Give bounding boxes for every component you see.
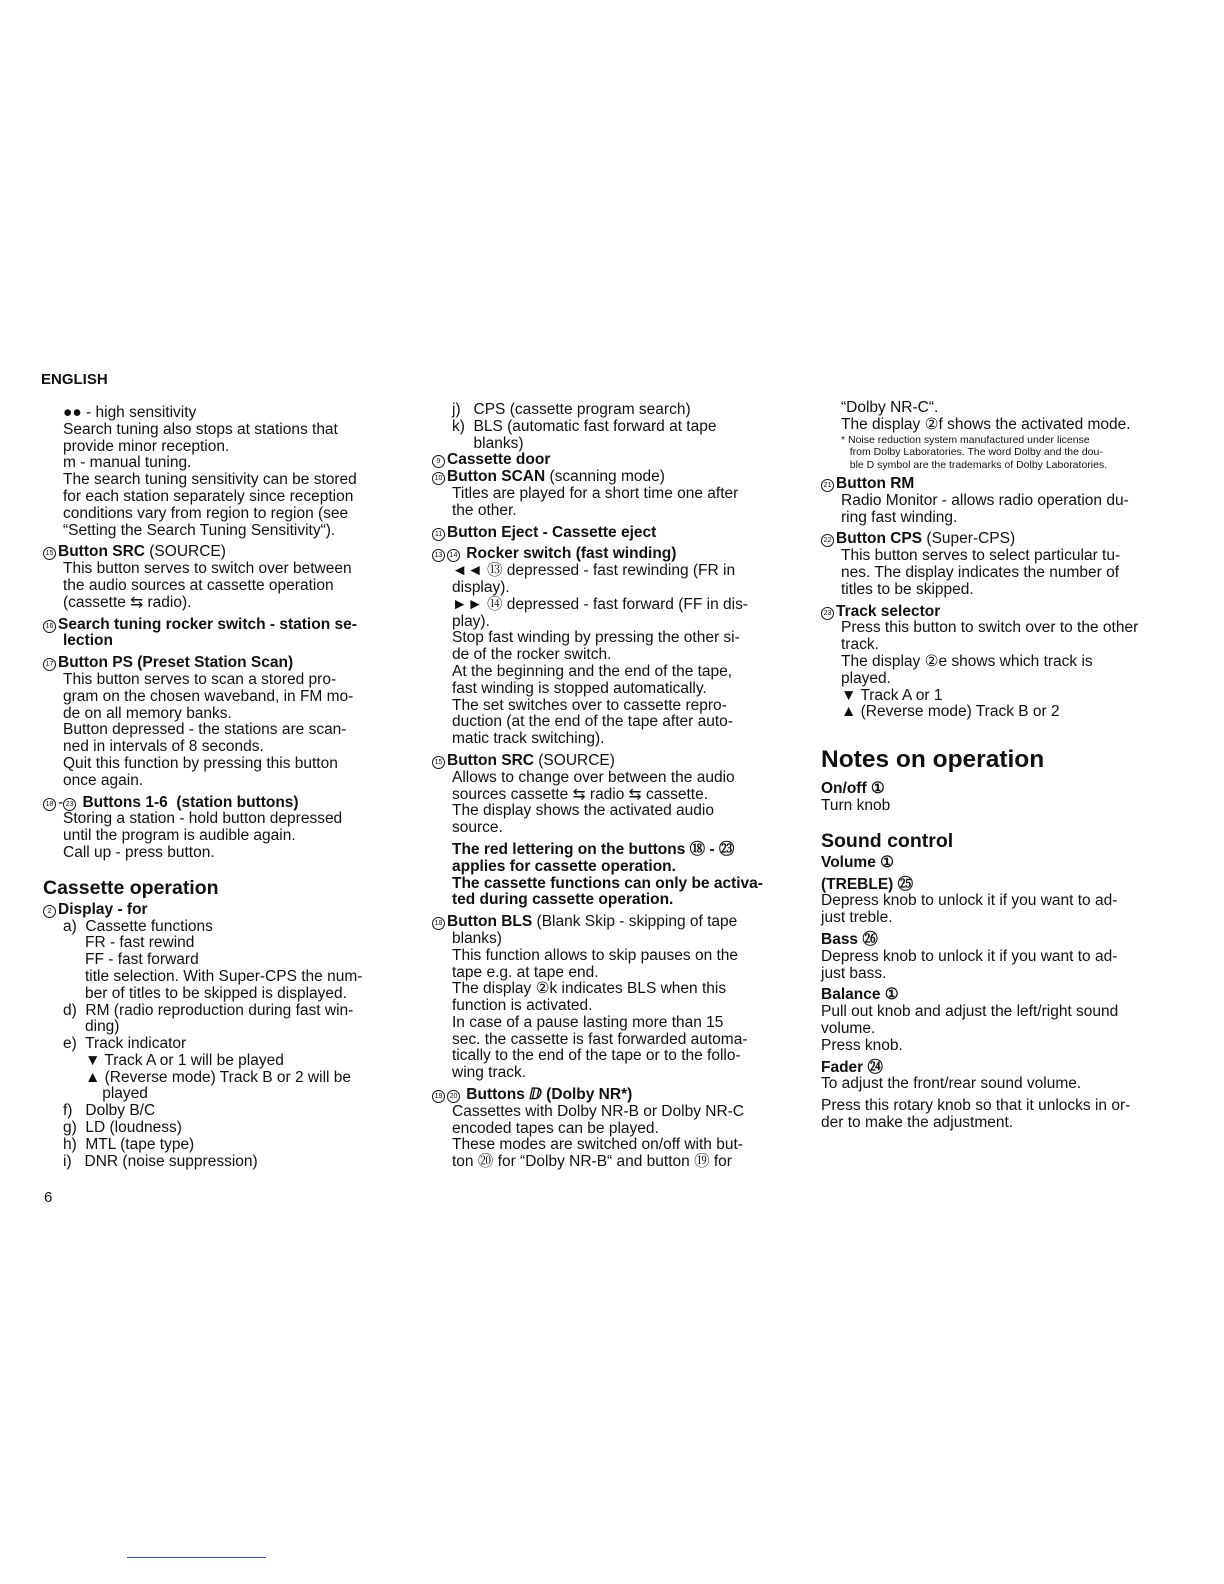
- text-line: [432, 664, 787, 681]
- text-line: [821, 1115, 1181, 1132]
- text-line: [432, 731, 787, 748]
- line-text: Press knob.: [821, 1036, 903, 1054]
- line-text: “Dolby NR-C“.: [841, 399, 939, 416]
- line-text: The cassette functions can only be activa-: [452, 874, 763, 892]
- line-text: This button serves to scan a stored pro-: [63, 670, 337, 688]
- line-text: encoded tapes can be played.: [452, 1119, 659, 1137]
- line-text: This function allows to skip pauses on the: [452, 946, 739, 964]
- line-text: nes. The display indicates the number of: [841, 564, 1120, 582]
- text-line: [821, 798, 1181, 815]
- line-text: volume.: [821, 1020, 876, 1038]
- line-text: To adjust the front/rear sound volume.: [821, 1075, 1082, 1093]
- line-text: Pull out knob and adjust the left/right sound: [821, 1003, 1119, 1021]
- text-line: [821, 565, 1181, 582]
- text-line: [43, 969, 403, 986]
- text-line: [43, 561, 403, 578]
- text-line: [43, 689, 403, 706]
- text-line: [821, 671, 1181, 688]
- line-text: tape e.g. at tape end.: [452, 963, 599, 981]
- line-text: Depress knob to unlock it if you want to ad-: [821, 947, 1118, 965]
- text-line: [43, 672, 403, 689]
- line-text: Balance ①: [821, 986, 899, 1004]
- text-line: [432, 614, 787, 631]
- text-line: [43, 405, 403, 422]
- text-line: [821, 493, 1181, 510]
- line-text: for each station separately since reception: [63, 487, 354, 505]
- circled-number-icon: 11: [432, 528, 445, 541]
- line-text: Depress knob to unlock it if you want to ad-: [821, 892, 1118, 910]
- line-text: function is activated.: [452, 997, 593, 1015]
- text-line: [432, 647, 787, 664]
- text-line: [43, 739, 403, 756]
- circled-number-icon: 18: [432, 917, 445, 930]
- line-text: Button Eject - Cassette eject: [447, 523, 657, 541]
- text-line: [43, 506, 403, 523]
- line-text: conditions vary from region to region (see: [63, 504, 349, 522]
- text-line: [432, 770, 787, 787]
- line-text: (cassette ⇆ radio).: [63, 593, 192, 611]
- item-heading: [821, 604, 1181, 621]
- text-line: [43, 986, 403, 1003]
- text-line: [43, 1120, 403, 1137]
- text-line: [432, 965, 787, 982]
- section-heading: Sound control: [821, 829, 954, 852]
- line-text: blanks): [452, 434, 524, 452]
- line-text: Quit this function by pressing this button: [63, 754, 338, 772]
- line-text: ▼ Track A or 1 will be played: [85, 1051, 284, 1069]
- text-line: [43, 595, 403, 612]
- text-line: [821, 877, 1181, 894]
- text-line: [43, 439, 403, 456]
- line-text: provide minor reception.: [63, 437, 230, 455]
- text-line: [43, 1154, 403, 1171]
- line-text: The red lettering on the buttons ⑱ - ㉓: [452, 840, 735, 858]
- line-text: Button SRC: [447, 751, 534, 769]
- column-right: [821, 400, 1181, 1132]
- footnote: * Noise reduction system manufactured under license: [841, 433, 1090, 446]
- footer-rule: [127, 1557, 266, 1558]
- line-text: ▲ (Reverse mode) Track B or 2: [841, 703, 1060, 721]
- text-line: [821, 987, 1181, 1004]
- text-line: [43, 919, 403, 936]
- text-line: [43, 828, 403, 845]
- line-text: Turn knob: [821, 797, 891, 815]
- line-text: applies for cassette operation.: [452, 857, 676, 875]
- text-line: [821, 932, 1181, 949]
- line-text: ton ⑳ for “Dolby NR-B“ and button ⑲ for: [452, 1153, 732, 1171]
- item-heading: [43, 795, 403, 812]
- line-text: track.: [841, 636, 879, 654]
- line-text: The display ②f shows the activated mode.: [841, 415, 1131, 433]
- column-middle: [432, 402, 787, 1171]
- line-text: Bass ㉖: [821, 931, 878, 949]
- line-text: The display ②k indicates BLS when this: [452, 980, 727, 998]
- circled-number-icon: 17: [43, 658, 56, 671]
- text-line: [432, 1015, 787, 1032]
- line-text: sec. the cassette is fast forwarded automa-: [452, 1030, 748, 1048]
- line-text: once again.: [63, 771, 144, 789]
- text-line: [43, 935, 403, 952]
- line-text: sources cassette ⇆ radio ⇆ cassette.: [452, 785, 708, 803]
- circled-number-icon: 15: [43, 547, 56, 560]
- line-text-regular: (SOURCE): [144, 543, 226, 561]
- line-text: The display ②e shows which track is: [841, 653, 1093, 671]
- item-heading: [432, 546, 787, 563]
- text-line: [821, 510, 1181, 527]
- circled-number-icon: 16: [43, 620, 56, 633]
- text-line: [43, 578, 403, 595]
- line-text: This button serves to switch over between: [63, 560, 352, 578]
- text-line: [821, 400, 1181, 417]
- text-line: [432, 503, 787, 520]
- line-text: fast winding is stopped automatically.: [452, 679, 707, 697]
- line-text: Cassette door: [447, 451, 551, 469]
- text-line: [821, 620, 1181, 637]
- text-line: [432, 1065, 787, 1082]
- text-line: [43, 1070, 403, 1087]
- item-heading: [432, 469, 787, 486]
- line-text: In case of a pause lasting more than 15: [452, 1013, 724, 1031]
- circled-number-icon: 14: [447, 549, 460, 562]
- item-heading: [432, 914, 787, 931]
- text-line: [821, 704, 1181, 721]
- line-text: m - manual tuning.: [63, 454, 192, 472]
- text-line: [43, 1019, 403, 1036]
- text-line: [821, 910, 1181, 927]
- text-line: [432, 698, 787, 715]
- line-text: Track selector: [836, 602, 941, 620]
- line-text: ◄◄ ⑬ depressed - fast rewinding (FR in: [452, 562, 736, 580]
- text-line: [43, 773, 403, 790]
- main-heading: Notes on operation: [821, 746, 1045, 774]
- text-line: [432, 1104, 787, 1121]
- line-text: title selection. With Super-CPS the num-: [85, 967, 363, 985]
- line-text: ding): [85, 1018, 120, 1036]
- line-text: g) LD (loudness): [63, 1119, 182, 1137]
- item-heading: [432, 1087, 787, 1104]
- line-text: de of the rocker switch.: [452, 646, 612, 664]
- line-text: matic track switching).: [452, 730, 605, 748]
- text-line: [43, 1137, 403, 1154]
- line-text-regular: (SOURCE): [533, 751, 615, 769]
- line-text: ▲ (Reverse mode) Track B or 2 will be: [85, 1068, 352, 1086]
- line-text: These modes are switched on/off with but-: [452, 1136, 743, 1154]
- line-text: ber of titles to be skipped is displayed.: [85, 984, 347, 1002]
- language-heading: ENGLISH: [41, 371, 108, 388]
- line-text: Button CPS: [836, 530, 923, 548]
- text-line: [821, 1060, 1181, 1077]
- item-heading: [43, 617, 403, 634]
- line-text: Allows to change over between the audio: [452, 768, 735, 786]
- text-line: [432, 876, 787, 893]
- line-text: lection: [63, 632, 113, 650]
- text-line: [432, 681, 787, 698]
- text-line: [432, 1121, 787, 1138]
- text-line: [432, 842, 787, 859]
- text-line: [821, 417, 1181, 434]
- text-line: [432, 486, 787, 503]
- text-line: [43, 952, 403, 969]
- footnote: from Dolby Laboratories. The word Dolby and the dou-: [841, 446, 1103, 459]
- line-text: played.: [841, 669, 891, 687]
- line-text: until the program is audible again.: [63, 827, 296, 845]
- text-line: [43, 523, 403, 540]
- circled-number-icon: 18: [43, 798, 56, 811]
- item-heading: [432, 753, 787, 770]
- text-line: [43, 633, 403, 650]
- line-text: a) Cassette functions: [63, 917, 213, 935]
- line-text: Fader ㉔: [821, 1058, 884, 1076]
- text-line: [432, 580, 787, 597]
- line-text: ●● - high sensitivity: [63, 404, 197, 421]
- text-line: [43, 706, 403, 723]
- text-line: [43, 1086, 403, 1103]
- line-text: ►► ⑭ depressed - fast forward (FF in dis-: [452, 595, 748, 613]
- text-line: [821, 1076, 1181, 1093]
- text-line: [432, 948, 787, 965]
- text-line: [432, 630, 787, 647]
- line-text: played: [85, 1085, 148, 1103]
- line-text: Button PS (Preset Station Scan): [58, 654, 294, 672]
- line-text-regular: (Super-CPS): [922, 530, 1016, 548]
- line-text: The search tuning sensitivity can be stored: [63, 471, 357, 489]
- text-line: [432, 714, 787, 731]
- line-text: Search tuning also stops at stations that: [63, 420, 338, 438]
- section-heading: Cassette operation: [43, 876, 219, 899]
- text-line: [821, 855, 1181, 872]
- column-left: [43, 405, 403, 1170]
- text-line: [43, 489, 403, 506]
- circled-number-icon: 19: [432, 1090, 445, 1103]
- circled-number-icon: 23: [821, 607, 834, 620]
- line-text: Button RM: [836, 475, 915, 493]
- text-line: [43, 422, 403, 439]
- text-line: [43, 756, 403, 773]
- line-text: Button SRC: [58, 543, 145, 561]
- text-line: [43, 811, 403, 828]
- line-text: ned in intervals of 8 seconds.: [63, 738, 264, 756]
- text-line: [432, 1048, 787, 1065]
- text-line: [432, 436, 787, 453]
- line-text: Volume ①: [821, 853, 895, 871]
- line-text: Button depressed - the stations are scan-: [63, 721, 347, 739]
- line-text: k) BLS (automatic fast forward at tape: [452, 417, 717, 435]
- line-text: tically to the end of the tape or to the follo-: [452, 1047, 741, 1065]
- line-text: source.: [452, 819, 503, 837]
- text-line: [821, 1004, 1181, 1021]
- line-text: Rocker switch (fast winding): [462, 545, 677, 563]
- text-line: [432, 787, 787, 804]
- line-text: FF - fast forward: [85, 951, 199, 969]
- text-line: [432, 981, 787, 998]
- text-line: [821, 1098, 1181, 1115]
- line-text: At the beginning and the end of the tape,: [452, 662, 733, 680]
- text-line: [43, 1003, 403, 1020]
- text-line: [821, 966, 1181, 983]
- text-line: [43, 1103, 403, 1120]
- line-text: Button SCAN: [447, 468, 546, 486]
- text-line: [821, 548, 1181, 565]
- line-text: i) DNR (noise suppression): [63, 1152, 258, 1170]
- circled-number-icon: 21: [821, 479, 834, 492]
- text-line: [43, 722, 403, 739]
- text-line: [432, 597, 787, 614]
- line-text: just treble.: [821, 909, 893, 927]
- line-text: Press this rotary knob so that it unlocks in or-: [821, 1097, 1131, 1115]
- line-text: The display shows the activated audio: [452, 802, 714, 820]
- circled-number-icon: 2: [43, 905, 56, 918]
- line-text: display).: [452, 578, 510, 596]
- text-line: [821, 949, 1181, 966]
- text-line: [821, 893, 1181, 910]
- line-text: f) Dolby B/C: [63, 1102, 156, 1120]
- circled-number-icon: 10: [432, 472, 445, 485]
- line-text: FR - fast rewind: [85, 934, 195, 952]
- footnote: ble D symbol are the trademarks of Dolby Laboratories.: [841, 458, 1108, 471]
- line-text: Call up - press button.: [63, 843, 215, 861]
- line-text: e) Track indicator: [63, 1035, 187, 1053]
- text-line: [821, 688, 1181, 705]
- text-line: [432, 419, 787, 436]
- line-text: duction (at the end of the tape after auto-: [452, 713, 733, 731]
- line-text: This button serves to select particular tu-: [841, 547, 1121, 565]
- text-line: [821, 582, 1181, 599]
- line-text: Buttons ⅅ (Dolby NR*): [462, 1086, 633, 1104]
- text-line: [432, 998, 787, 1015]
- line-text: (TREBLE) ㉕: [821, 875, 914, 893]
- line-text: wing track.: [452, 1064, 527, 1082]
- line-text: titles to be skipped.: [841, 580, 974, 598]
- line-text: Cassettes with Dolby NR-B or Dolby NR-C: [452, 1102, 744, 1120]
- line-text: On/off ①: [821, 780, 885, 798]
- line-text: ring fast winding.: [841, 508, 958, 526]
- text-line: [821, 654, 1181, 671]
- line-text: “Setting the Search Tuning Sensitivity“).: [63, 521, 336, 539]
- item-heading: [43, 544, 403, 561]
- item-heading: [821, 476, 1181, 493]
- text-line: [43, 1036, 403, 1053]
- text-line: [821, 781, 1181, 798]
- text-line: [432, 931, 787, 948]
- line-text: The set switches over to cassette repro-: [452, 696, 727, 714]
- circled-number-icon: 20: [447, 1090, 460, 1103]
- item-heading: [432, 525, 787, 542]
- text-line: [432, 1137, 787, 1154]
- line-text-regular: (scanning mode): [545, 468, 665, 486]
- line-text: Titles are played for a short time one after: [452, 484, 739, 502]
- line-text: Search tuning rocker switch - station se-: [58, 615, 357, 633]
- text-line: [43, 1053, 403, 1070]
- text-line: [43, 455, 403, 472]
- line-text: de on all memory banks.: [63, 704, 232, 722]
- text-line: [432, 892, 787, 909]
- page-number: 6: [44, 1189, 53, 1206]
- text-line: [432, 402, 787, 419]
- text-line: [821, 1021, 1181, 1038]
- circled-number-icon: 9: [432, 455, 445, 468]
- circled-number-icon: 22: [821, 534, 834, 547]
- text-line: [43, 845, 403, 862]
- item-heading: [43, 655, 403, 672]
- text-line: [432, 803, 787, 820]
- text-line: [432, 563, 787, 580]
- line-text: Buttons 1-6 (station buttons): [78, 793, 299, 811]
- text-line: [432, 859, 787, 876]
- item-heading: [432, 452, 787, 469]
- text-line: [432, 1154, 787, 1171]
- line-text: der to make the adjustment.: [821, 1114, 1014, 1131]
- text-line: [821, 637, 1181, 654]
- circled-number-icon: 23: [63, 798, 76, 811]
- line-text: the audio sources at cassette operation: [63, 576, 334, 594]
- line-text: ted during cassette operation.: [452, 891, 674, 909]
- line-text: blanks): [452, 929, 502, 947]
- line-text: Radio Monitor - allows radio operation du-: [841, 491, 1129, 509]
- line-text: the other.: [452, 501, 517, 519]
- line-text: Stop fast winding by pressing the other si-: [452, 629, 740, 647]
- line-text: ▼ Track A or 1: [841, 686, 943, 704]
- circled-number-icon: 15: [432, 756, 445, 769]
- item-heading: [821, 531, 1181, 548]
- text-line: [43, 472, 403, 489]
- line-text: Press this button to switch over to the other: [841, 619, 1139, 637]
- line-text: gram on the chosen waveband, in FM mo-: [63, 687, 354, 705]
- line-text: Button BLS: [447, 913, 533, 931]
- line-text: just bass.: [821, 964, 887, 982]
- circled-number-icon: 13: [432, 549, 445, 562]
- line-text: j) CPS (cassette program search): [452, 401, 691, 418]
- text-line: [821, 1038, 1181, 1055]
- line-text: play).: [452, 612, 490, 630]
- line-text: Display - for: [58, 900, 148, 918]
- text-line: [432, 1032, 787, 1049]
- line-text: d) RM (radio reproduction during fast win-: [63, 1001, 354, 1019]
- line-text: Storing a station - hold button depressed: [63, 810, 343, 828]
- range-dash: -: [58, 793, 64, 811]
- line-text-regular: (Blank Skip - skipping of tape: [532, 913, 738, 931]
- text-line: [432, 820, 787, 837]
- line-text: h) MTL (tape type): [63, 1135, 195, 1153]
- item-heading: [43, 902, 403, 919]
